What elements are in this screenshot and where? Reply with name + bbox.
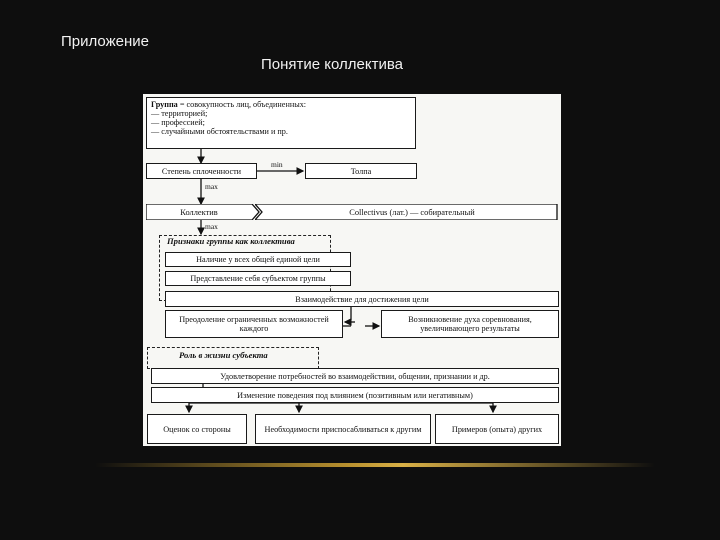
group-term: Группа [151, 100, 178, 109]
signs-title: Признаки группы как коллектива [167, 236, 295, 246]
ratings-box: Оценок со стороны [147, 414, 247, 444]
cohesion-box: Степень сплоченности [146, 163, 257, 179]
collectivus-label: Collectivus (лат.) — собирательный [349, 207, 475, 217]
min-label: min [271, 160, 283, 169]
max-label: max [205, 222, 218, 231]
overcome-box: Преодоление ограниченных возможностей каждого [165, 310, 343, 338]
behavior-change-box: Изменение поведения под влиянием (позитивным или негативным) [151, 387, 559, 403]
group-item: — территорией; [151, 109, 208, 118]
crowd-box: Толпа [305, 163, 417, 179]
adapt-box: Необходимости приспосабливаться к другим [255, 414, 431, 444]
interaction-box: Взаимодействие для достижения цели [165, 291, 559, 307]
collective-diagram [143, 94, 561, 446]
group-item: — случайными обстоятельствами и пр. [151, 127, 288, 136]
decorative-glow-line [95, 463, 655, 467]
group-item: — профессией; [151, 118, 205, 127]
sign-group-subject: Представление себя субъектом группы [165, 271, 351, 286]
examples-box: Примеров (опыта) других [435, 414, 559, 444]
group-definition: = совокупность лиц, объединенных: [177, 100, 307, 109]
sign-common-goal: Наличие у всех общей единой цели [165, 252, 351, 267]
satisfaction-box: Удовлетворение потребностей во взаимодействии, общении, признании и др. [151, 368, 559, 384]
role-title: Роль в жизни субъекта [179, 350, 268, 360]
max-label: max [205, 182, 218, 191]
group-definition-box [146, 97, 416, 149]
slide-title: Понятие коллектива [261, 56, 404, 73]
collective-label: Коллектив [180, 207, 218, 217]
competition-box: Возникновение духа соревнования, увеличивающего результаты [381, 310, 559, 338]
slide-label: Приложение [61, 33, 149, 50]
